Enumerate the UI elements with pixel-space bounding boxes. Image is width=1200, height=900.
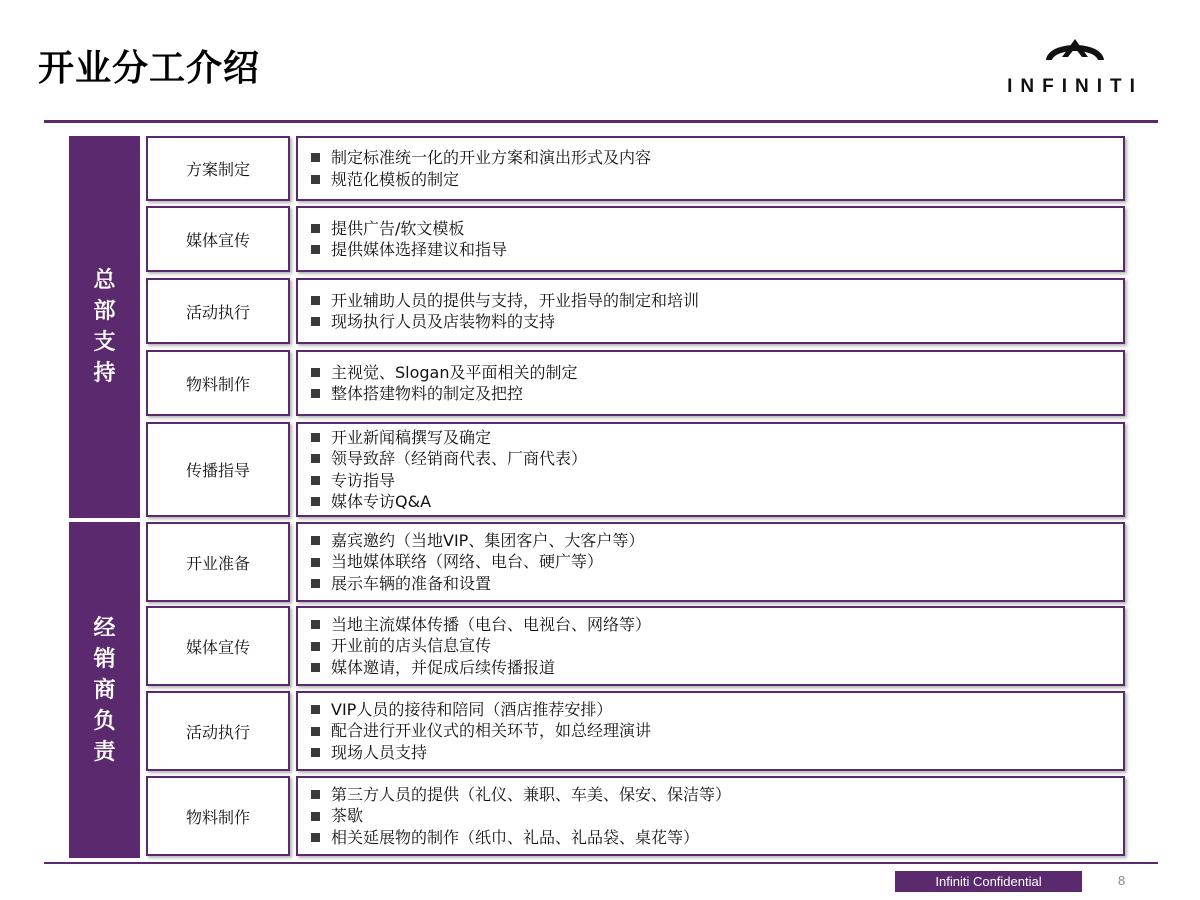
bullet-text: 第三方人员的提供（礼仪、兼职、车美、保安、保洁等） <box>331 784 732 804</box>
bullet-text: 媒体专访Q&A <box>331 492 432 511</box>
category-cell <box>146 278 290 344</box>
bullet-item <box>311 657 1123 679</box>
bullet-text: 领导致辞（经销商代表、厂商代表） <box>331 449 588 468</box>
section-label: 总部支持 <box>93 268 116 386</box>
bullet-text: 规范化模板的制定 <box>331 169 460 189</box>
bullet-item <box>311 491 1123 513</box>
bullet-item <box>311 573 1123 595</box>
header-divider <box>44 120 1158 123</box>
bullet-text: 嘉宾邀约（当地VIP、集团客户、大客户等） <box>331 530 645 550</box>
bullet-item <box>311 362 1123 384</box>
bullet-text: 制定标准统一化的开业方案和演出形式及内容 <box>331 148 652 167</box>
bullet-text: 现场人员支持 <box>331 742 428 762</box>
bullet-item <box>311 635 1123 657</box>
bullet-text: 当地主流媒体传播（电台、电视台、网络等） <box>331 614 652 634</box>
page-number: 8 <box>1118 873 1126 888</box>
category-label: 活动执行 <box>185 302 250 322</box>
bullet-item <box>311 383 1123 405</box>
category-cell <box>146 206 290 272</box>
page-title: 开业分工介绍 <box>38 48 261 89</box>
details-cell <box>296 691 1125 771</box>
category-cell <box>146 606 290 686</box>
bullet-text: 整体搭建物料的制定及把控 <box>331 384 524 403</box>
details-cell <box>296 136 1125 201</box>
bullet-item <box>311 311 1123 333</box>
bullet-item <box>311 551 1123 573</box>
bullet-item <box>311 448 1123 470</box>
bullet-item <box>311 720 1123 742</box>
infiniti-logo <box>990 26 1160 104</box>
square-bullet-icon <box>311 317 320 326</box>
bullet-text: 开业辅助人员的提供与支持，开业指导的制定和培训 <box>331 290 700 310</box>
bullet-item <box>311 742 1123 764</box>
category-label: 方案制定 <box>185 160 250 179</box>
bullet-item <box>311 290 1123 312</box>
square-bullet-icon <box>311 153 320 162</box>
square-bullet-icon <box>311 454 320 463</box>
category-cell <box>146 522 290 602</box>
square-bullet-icon <box>311 389 320 398</box>
section-hq-support <box>69 136 140 518</box>
bullet-item <box>311 470 1123 492</box>
category-cell <box>146 136 290 201</box>
bullet-item <box>311 784 1123 806</box>
bullet-text: 现场执行人员及店装物料的支持 <box>331 312 556 331</box>
bullet-text: 提供广告/软文模板 <box>331 218 465 238</box>
category-cell <box>146 422 290 517</box>
confidential-badge: Infiniti Confidential <box>895 871 1082 892</box>
category-cell <box>146 776 290 856</box>
details-cell <box>296 422 1125 517</box>
square-bullet-icon <box>311 705 320 714</box>
square-bullet-icon <box>311 790 320 799</box>
details-cell <box>296 522 1125 602</box>
category-label: 活动执行 <box>185 722 250 742</box>
bullet-item <box>311 614 1123 636</box>
square-bullet-icon <box>311 833 320 842</box>
bullet-text: 开业新闻稿撰写及确定 <box>331 427 492 447</box>
bullet-text: 主视觉、Slogan及平面相关的制定 <box>331 362 578 382</box>
details-cell <box>296 350 1125 416</box>
bullet-text: 展示车辆的准备和设置 <box>331 573 492 593</box>
bullet-text: 媒体邀请，并促成后续传播报道 <box>331 657 556 677</box>
details-cell <box>296 776 1125 856</box>
category-label: 传播指导 <box>185 461 250 480</box>
square-bullet-icon <box>311 296 320 305</box>
square-bullet-icon <box>311 175 320 184</box>
square-bullet-icon <box>311 536 320 545</box>
details-cell <box>296 606 1125 686</box>
bullet-item <box>311 827 1123 849</box>
category-label: 物料制作 <box>185 374 250 394</box>
footer-divider <box>44 862 1158 864</box>
category-cell <box>146 691 290 771</box>
bullet-item <box>311 147 1123 169</box>
square-bullet-icon <box>311 368 320 377</box>
category-cell <box>146 350 290 416</box>
category-label: 媒体宣传 <box>185 230 250 250</box>
infiniti-emblem-icon <box>990 26 1160 72</box>
bullet-text: 开业前的店头信息宣传 <box>331 636 492 656</box>
square-bullet-icon <box>311 476 320 485</box>
square-bullet-icon <box>311 433 320 442</box>
bullet-text: 相关延展物的制作（纸巾、礼品、礼品袋、桌花等） <box>331 827 700 847</box>
square-bullet-icon <box>311 224 320 233</box>
bullet-item <box>311 530 1123 552</box>
bullet-item <box>311 805 1123 827</box>
details-cell <box>296 206 1125 272</box>
details-cell <box>296 278 1125 344</box>
square-bullet-icon <box>311 812 320 821</box>
square-bullet-icon <box>311 579 320 588</box>
square-bullet-icon <box>311 748 320 757</box>
square-bullet-icon <box>311 727 320 736</box>
square-bullet-icon <box>311 497 320 506</box>
bullet-text: 配合进行开业仪式的相关环节，如总经理演讲 <box>331 721 652 741</box>
square-bullet-icon <box>311 245 320 254</box>
square-bullet-icon <box>311 620 320 629</box>
square-bullet-icon <box>311 642 320 651</box>
bullet-text: VIP人员的接待和陪同（酒店推荐安排） <box>331 699 613 719</box>
bullet-item <box>311 427 1123 449</box>
bullet-item <box>311 699 1123 721</box>
bullet-text: 提供媒体选择建议和指导 <box>331 240 508 259</box>
bullet-item <box>311 169 1123 191</box>
category-label: 开业准备 <box>185 553 250 573</box>
bullet-text: 茶歇 <box>331 806 364 826</box>
bullet-item <box>311 239 1123 261</box>
square-bullet-icon <box>311 558 320 567</box>
bullet-text: 专访指导 <box>331 470 396 490</box>
bullet-text: 当地媒体联络（网络、电台、硬广等） <box>331 552 604 572</box>
logo-wordmark: INFINITI <box>1007 76 1143 97</box>
section-label: 经销商负责 <box>93 615 116 765</box>
bullet-item <box>311 218 1123 240</box>
category-label: 媒体宣传 <box>185 637 250 657</box>
square-bullet-icon <box>311 663 320 672</box>
section-dealer <box>69 522 140 858</box>
category-label: 物料制作 <box>185 807 250 827</box>
